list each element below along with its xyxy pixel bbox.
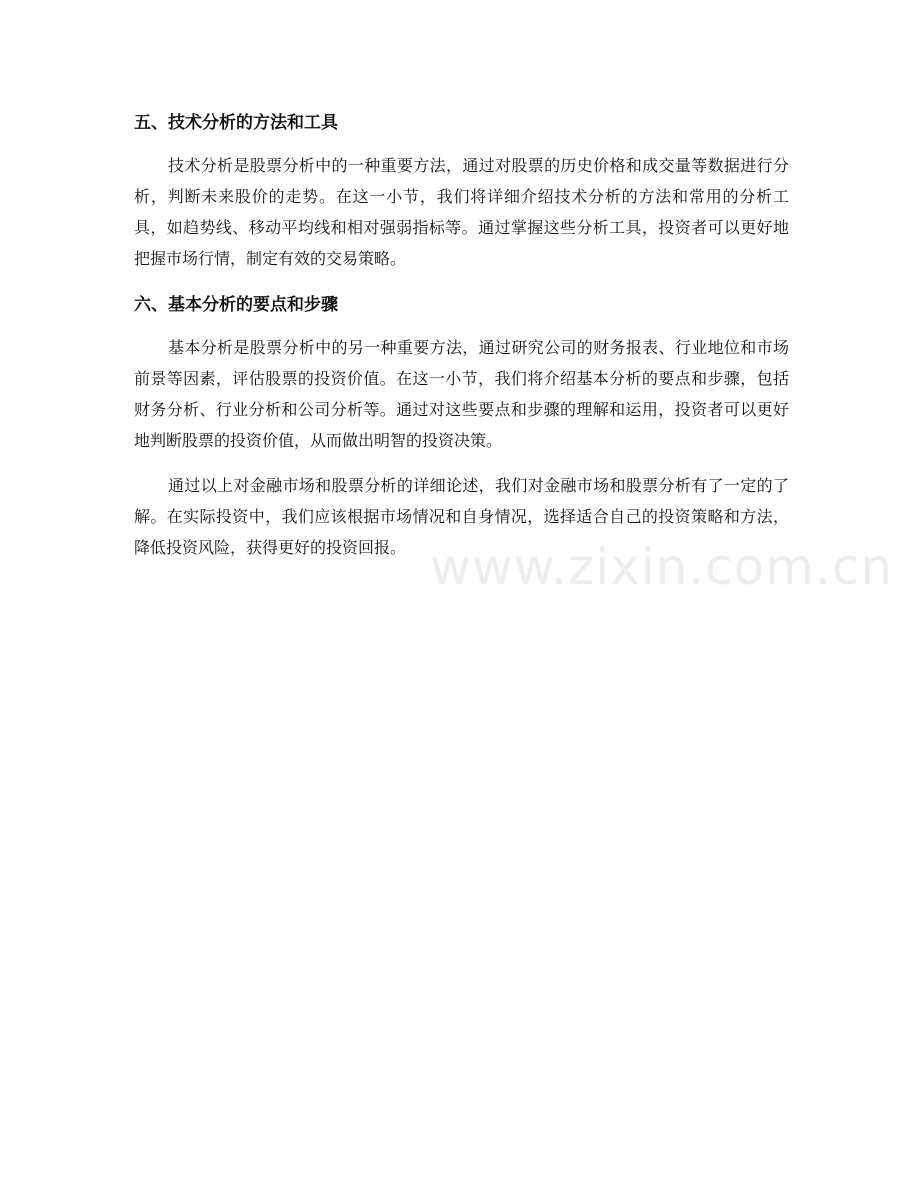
watermark-text: www.zixin.com.cn: [430, 538, 894, 596]
paragraph-conclusion: 通过以上对金融市场和股票分析的详细论述，我们对金融市场和股票分析有了一定的了解。在实际投资中，我们应该根据市场情况和自身情况，选择适合自己的投资策略和方法，降低投资风险，获得更好的投资回报。: [134, 476, 789, 557]
paragraph-technical-analysis: 技术分析是股票分析中的一种重要方法，通过对股票的历史价格和成交量等数据进行分析，判断未来股价的走势。在这一小节，我们将详细介绍技术分析的方法和常用的分析工具，如趋势线、移动平均线和相对强弱指标等。通过掌握这些分析工具，投资者可以更好地把握市场行情，制定有效的交易策略。: [134, 156, 789, 268]
section-heading-fundamental-analysis: 六、基本分析的要点和步骤: [134, 295, 338, 315]
section-heading-technical-analysis: 五、技术分析的方法和工具: [134, 113, 338, 133]
document-body: [134, 106, 789, 577]
paragraph-fundamental-analysis: 基本分析是股票分析中的另一种重要方法，通过研究公司的财务报表、行业地位和市场前景等因素，评估股票的投资价值。在这一小节，我们将介绍基本分析的要点和步骤，包括财务分析、行业分析和公司分析等。通过对这些要点和步骤的理解和运用，投资者可以更好地判断股票的投资价值，从而做出明智的投资决策。: [134, 338, 789, 450]
